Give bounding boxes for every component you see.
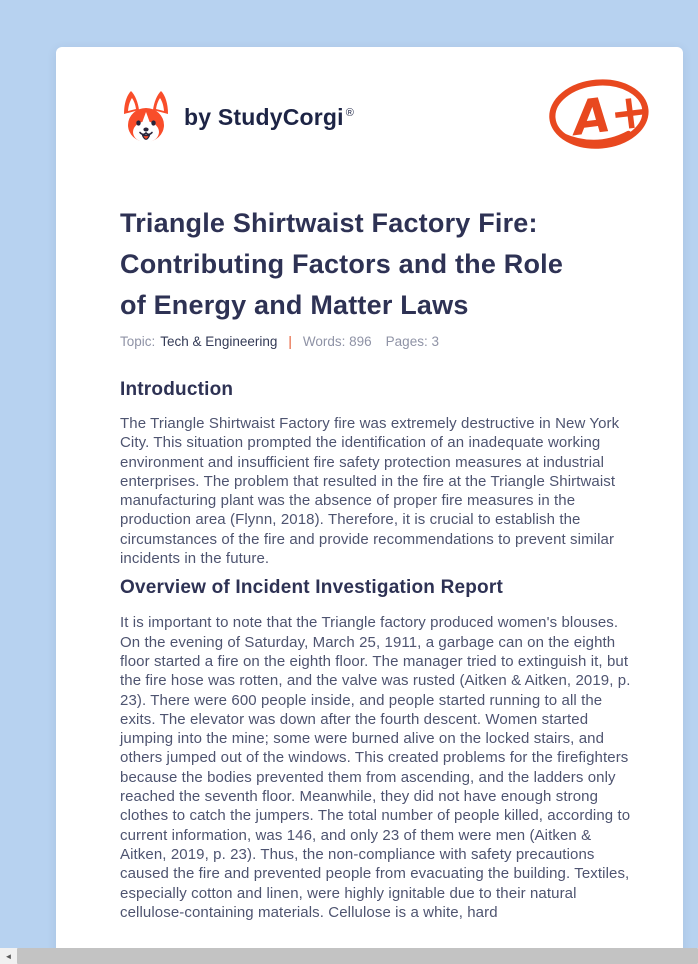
section-heading-overview: Overview of Incident Investigation Report: [120, 577, 503, 599]
corgi-icon: [120, 89, 172, 145]
section-body-introduction: The Triangle Shirtwaist Factory fire was extremely destructive in New York City. This situation prompted the identification of an inadequate working environment and insufficient fire safety protection measures at industrial enterprises. The problem that resulted in the fire at the Triangle Shirtwaist manufacturing plant was the absence of proper fire measures in the production area (Flynn, 2018). Therefore, it is crucial to establish the circumstances of the fire and provide recommendations to prevent similar incidents in the future.: [120, 415, 620, 568]
brand-name: by StudyCorgi ®: [184, 103, 355, 130]
scroll-left-button[interactable]: [0, 948, 17, 964]
topic-link[interactable]: Tech & Engineering: [160, 334, 278, 349]
section-body-overview: It is important to note that the Triangle factory produced women's blouses. On the evening of Saturday, March 25, 1911, a garbage can on the eighth floor started a fire on the eighth floor. The manager tried to extinguish it, but the fire hose was rotten, and the valve was rusted (Aitken & Aitken, 2019, p. 23). There were 600 people inside, and people started running to all the exits. The elevator was down after the fourth descent. Women started jumping into the mine; some were burned alive on the locked stairs, and others jumped out of the windows. This created problems for the firefighters because the bodies prevented them from ascending, and the ladders only reached the seventh floor. Meanwhile, they did not have enough strong clothes to catch the jumpers. The total number of people killed, according to current information, was 146, and only 23 of them were men (Aitken & Aitken, 2019, p. 23). Thus, the non-compliance with safety precautions caused the fire and prevented people from evacuating the building. Textiles, especially cotton and linen, were highly ignitable due to their natural cellulose-containing materials. Cellulose is a white, hard: [120, 614, 631, 921]
page-title: [120, 203, 634, 326]
meta-separator: |: [288, 334, 292, 349]
a-plus-stamp-icon: [546, 75, 652, 160]
studycorgi-logo: [120, 89, 354, 145]
scroll-left-arrow-icon: ◄: [4, 951, 13, 961]
title-line-1: Triangle Shirtwaist Factory Fire:: [120, 208, 538, 238]
section-heading-introduction: Introduction: [120, 379, 234, 400]
document-card: [56, 47, 683, 964]
scrollbar-thumb[interactable]: [17, 948, 698, 964]
topic-label: Topic:: [120, 334, 156, 349]
title-line-2: Contributing Factors and the Role: [120, 249, 564, 279]
title-line-3: of Energy and Matter Laws: [120, 290, 469, 320]
article-meta: [120, 334, 634, 349]
page-count: Pages: 3: [385, 334, 439, 349]
word-count: Words: 896: [302, 334, 372, 349]
registered-mark: ®: [345, 106, 355, 119]
page-header: [120, 77, 652, 157]
svg-text:A+: A+: [570, 82, 652, 147]
horizontal-scrollbar[interactable]: [0, 948, 698, 964]
